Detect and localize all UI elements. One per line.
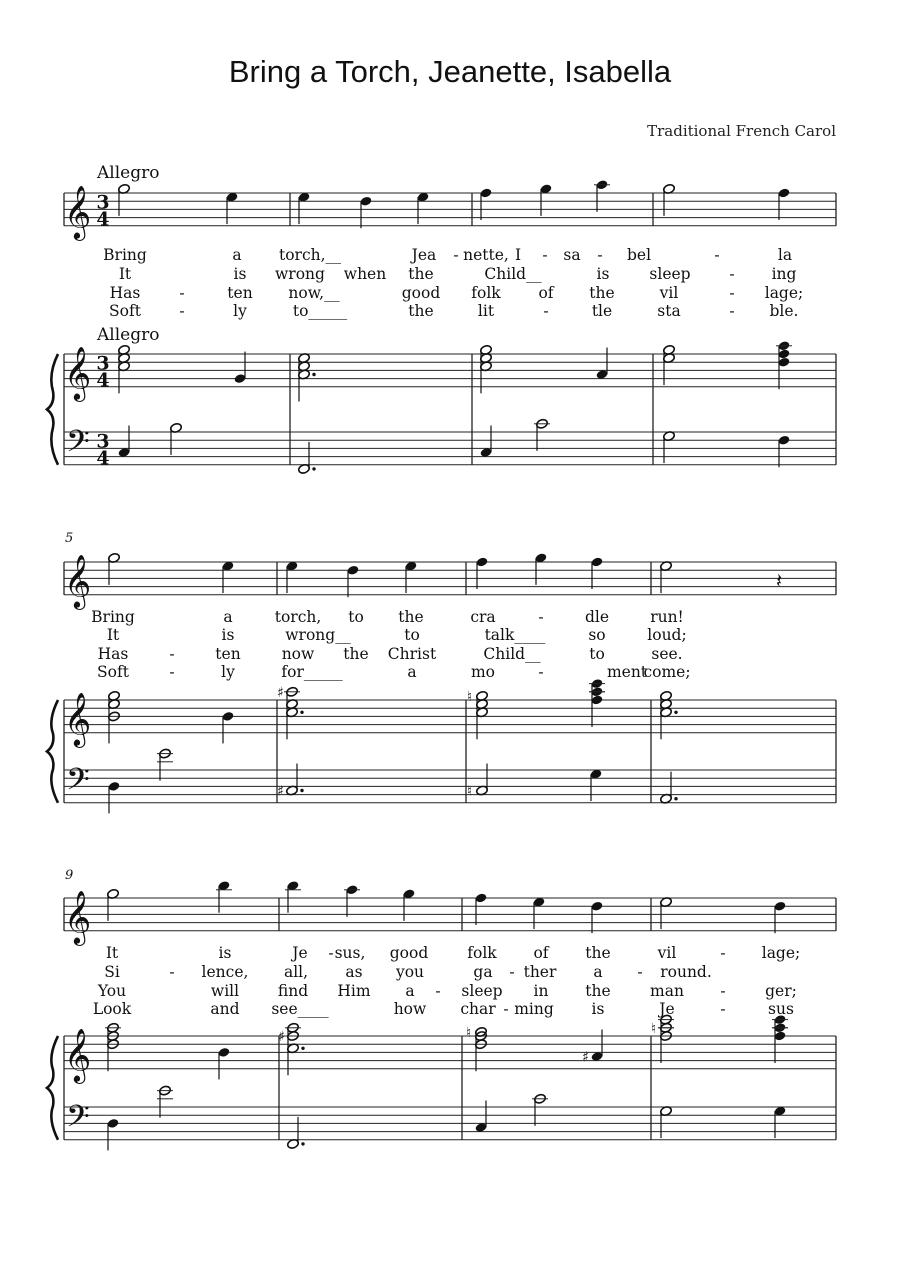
lyric-syllable: is xyxy=(591,1000,605,1018)
dot xyxy=(300,789,303,792)
bass-clef-icon: 𝄢 xyxy=(66,1098,90,1142)
note xyxy=(157,748,173,781)
lyric-syllable: talk____ xyxy=(484,626,546,644)
lyric-syllable: - xyxy=(169,663,175,681)
note xyxy=(774,901,787,934)
note xyxy=(591,556,604,589)
note xyxy=(285,880,301,913)
lyric-syllable: of xyxy=(538,284,554,302)
lyric-syllable: a xyxy=(407,663,417,681)
lyric-syllable: mo xyxy=(470,663,496,681)
time-signature-denominator: 4 xyxy=(96,369,110,392)
note xyxy=(107,888,120,921)
lyric-syllable: torch, xyxy=(274,608,322,626)
tempo-marking-voice: Allegro xyxy=(97,163,160,183)
time-signature-numerator: 3 xyxy=(96,191,110,214)
note xyxy=(118,183,131,216)
note xyxy=(475,892,488,925)
lyric-syllable: sleep xyxy=(461,982,503,1000)
lyric-syllable: Has xyxy=(97,645,129,663)
lyric-syllable: - xyxy=(435,982,441,1000)
note xyxy=(298,442,316,475)
score-title: Bring a Torch, Jeanette, Isabella xyxy=(228,54,672,89)
lyric-syllable: to xyxy=(348,608,364,626)
note xyxy=(118,426,131,459)
piano-bass-staff xyxy=(64,770,836,803)
voice-staff xyxy=(64,898,836,931)
lyric-syllable: the xyxy=(585,944,611,962)
lyric-syllable: for_____ xyxy=(281,663,343,681)
note xyxy=(403,888,416,921)
lyric-syllable: - xyxy=(542,246,548,264)
note xyxy=(108,552,121,585)
note xyxy=(774,1106,787,1139)
time-signature-denominator: 4 xyxy=(96,208,110,231)
lyric-syllable: to xyxy=(589,645,605,663)
lyric-syllable: the xyxy=(398,608,424,626)
lyric-syllable: Child__ xyxy=(483,645,541,663)
lyric-syllable: folk xyxy=(471,284,501,302)
music-notation xyxy=(47,179,836,1150)
dot xyxy=(301,1047,304,1050)
lyric-syllable: sa xyxy=(563,246,581,264)
note xyxy=(108,781,121,814)
piano-bass-staff xyxy=(64,1107,836,1140)
note xyxy=(475,1026,488,1071)
lyric-syllable: when xyxy=(343,265,387,283)
sharp-icon: ♯ xyxy=(278,1029,285,1045)
lyric-syllable: - xyxy=(453,246,459,264)
lyric-syllable: Christ xyxy=(387,645,437,663)
bass-clef-icon: 𝄢 xyxy=(66,423,90,467)
note xyxy=(298,192,311,225)
lyric-syllable: round. xyxy=(660,963,712,981)
lyric-syllable: - xyxy=(538,608,544,626)
composer-credit: Traditional French Carol xyxy=(647,122,836,140)
lyric-syllable: ten xyxy=(227,284,253,302)
note xyxy=(778,187,791,220)
treble-clef-icon: 𝄞 xyxy=(64,553,92,608)
note xyxy=(344,884,360,917)
measure-number-9: 9 xyxy=(65,868,74,883)
lyric-syllable: char xyxy=(460,1000,496,1018)
lyric-syllable: is xyxy=(218,944,232,962)
note xyxy=(663,183,676,216)
lyric-syllable: - xyxy=(509,963,515,981)
note xyxy=(660,1106,673,1139)
lyric-syllable: and xyxy=(210,1000,240,1018)
sharp-icon: ♯ xyxy=(582,1049,589,1066)
lyric-syllable: is xyxy=(233,265,247,283)
lyric-syllable: ger; xyxy=(765,982,797,1000)
lyric-syllable: - xyxy=(729,302,735,320)
lyric-syllable: folk xyxy=(467,944,497,962)
piano-treble-staff xyxy=(64,354,836,387)
lyric-syllable: ga xyxy=(473,963,493,981)
note xyxy=(234,352,247,385)
piano-bass-staff xyxy=(64,432,836,465)
note xyxy=(596,348,609,381)
note xyxy=(660,897,673,930)
lyric-syllable: see. xyxy=(651,645,683,663)
lyric-syllable: in xyxy=(533,982,549,1000)
lyric-syllable: lage; xyxy=(764,284,804,302)
lyric-syllable: I xyxy=(514,246,522,264)
lyric-syllable: You xyxy=(97,982,127,1000)
dot xyxy=(312,467,315,470)
note xyxy=(347,565,360,598)
note xyxy=(222,711,235,744)
note xyxy=(480,426,493,459)
note xyxy=(218,1047,231,1080)
lyric-syllable: wrong xyxy=(275,265,325,283)
note xyxy=(105,1022,121,1071)
note xyxy=(286,561,299,594)
lyric-syllable: Je xyxy=(659,1000,675,1018)
treble-clef-icon: 𝄞 xyxy=(64,184,92,239)
treble-clef-icon: 𝄞 xyxy=(64,345,92,400)
quarter-rest-icon: 𝄽 xyxy=(776,568,783,593)
lyric-syllable: the xyxy=(343,645,369,663)
time-signature-denominator: 4 xyxy=(96,447,110,470)
lyric-syllable: Him xyxy=(337,982,371,1000)
lyric-syllable: run! xyxy=(650,608,684,626)
lyric-syllable: come; xyxy=(643,663,691,681)
voice-staff xyxy=(64,562,836,595)
lyric-syllable: - xyxy=(720,944,726,962)
lyric-syllable: tle xyxy=(591,302,613,320)
lyric-syllable: - xyxy=(169,963,175,981)
lyric-syllable: - xyxy=(714,246,720,264)
lyric-syllable: Child__ xyxy=(484,265,542,283)
lyric-syllable: how xyxy=(393,1000,427,1018)
lyric-syllable: lit xyxy=(477,302,495,320)
lyric-syllable: the xyxy=(408,302,434,320)
treble-clef-icon: 𝄞 xyxy=(64,889,92,944)
lyric-syllable: the xyxy=(589,284,615,302)
note xyxy=(405,561,418,594)
lyric-syllable: torch,__ xyxy=(278,246,342,264)
note xyxy=(772,1014,788,1063)
lyric-syllable: sus xyxy=(768,1000,794,1018)
lyric-syllable: a xyxy=(232,246,242,264)
lyric-syllable: dle xyxy=(584,608,610,626)
lyric-syllable: sus, xyxy=(334,944,366,962)
lyric-syllable: Bring xyxy=(103,246,147,264)
lyric-syllable: to_____ xyxy=(292,302,348,320)
lyric-syllable: lence, xyxy=(201,963,249,981)
lyric-syllable: - xyxy=(597,246,603,264)
lyric-syllable: so xyxy=(588,626,606,644)
dot xyxy=(674,797,677,800)
lyric-syllable: nette, xyxy=(463,246,509,264)
note xyxy=(778,435,791,468)
piano-treble-staff xyxy=(64,1036,836,1069)
lyric-syllable: - xyxy=(543,302,549,320)
lyric-syllable: - xyxy=(538,663,544,681)
note xyxy=(660,561,673,594)
piano-brace xyxy=(47,700,58,803)
note xyxy=(590,769,603,802)
lyric-syllable: - xyxy=(637,963,643,981)
note xyxy=(535,552,548,585)
note xyxy=(118,344,131,393)
lyric-syllable: Has xyxy=(109,284,141,302)
note xyxy=(476,764,489,797)
lyric-syllable: is xyxy=(596,265,610,283)
lyric-syllable: good xyxy=(401,284,441,302)
note xyxy=(287,1117,305,1150)
lyric-syllable: to xyxy=(404,626,420,644)
note xyxy=(170,422,183,455)
note xyxy=(594,179,610,212)
lyric-syllable: sleep xyxy=(649,265,691,283)
lyric-syllable: It xyxy=(106,626,120,644)
lyric-syllable: ble. xyxy=(769,302,799,320)
bass-clef-icon: 𝄢 xyxy=(66,761,90,805)
lyric-syllable: lage; xyxy=(761,944,801,962)
natural-icon: ♮ xyxy=(651,1020,657,1037)
lyric-syllable: as xyxy=(345,963,363,981)
note xyxy=(157,1085,173,1118)
piano-brace xyxy=(47,354,58,465)
lyric-syllable: ly xyxy=(233,302,247,320)
note xyxy=(660,772,678,805)
lyric-syllable: wrong__ xyxy=(285,626,351,644)
treble-clef-icon: 𝄞 xyxy=(64,691,92,746)
lyric-syllable: a xyxy=(223,608,233,626)
lyric-syllable: Je xyxy=(292,944,308,962)
note xyxy=(298,353,316,402)
lyric-syllable: will xyxy=(210,982,240,1000)
dot xyxy=(301,1142,304,1145)
note xyxy=(589,678,605,727)
lyric-syllable: the xyxy=(585,982,611,1000)
note xyxy=(480,344,493,393)
lyric-syllable: - xyxy=(720,982,726,1000)
lyric-syllable: sta xyxy=(657,302,681,320)
lyric-syllable: - xyxy=(179,284,185,302)
lyric-syllable: Soft xyxy=(109,302,141,320)
note xyxy=(222,561,235,594)
time-signature-numerator: 3 xyxy=(96,430,110,453)
note xyxy=(107,1118,120,1151)
lyric-syllable: all, xyxy=(283,963,309,981)
lyric-syllable: man xyxy=(650,982,684,1000)
treble-clef-icon: 𝄞 xyxy=(64,1027,92,1082)
lyric-syllable: - xyxy=(720,1000,726,1018)
note xyxy=(660,690,678,739)
note xyxy=(533,897,546,930)
natural-icon: ♮ xyxy=(466,1024,472,1041)
lyric-syllable: is xyxy=(221,626,235,644)
note xyxy=(286,764,304,797)
lyric-syllable: ly xyxy=(221,663,235,681)
lyric-syllable: now xyxy=(281,645,315,663)
lyric-syllable: It xyxy=(105,944,119,962)
lyric-syllable: loud; xyxy=(647,626,687,644)
lyric-syllable: - xyxy=(169,645,175,663)
lyric-syllable: - xyxy=(179,302,185,320)
note xyxy=(591,1030,604,1063)
note xyxy=(216,880,232,913)
lyric-syllable: ing xyxy=(771,265,797,283)
note xyxy=(663,431,676,464)
lyric-syllable: It xyxy=(118,265,132,283)
lyric-syllable: la xyxy=(777,246,793,264)
dot xyxy=(674,711,677,714)
lyric-syllable: Jea xyxy=(411,246,437,264)
piano-brace xyxy=(47,1036,58,1140)
note xyxy=(658,1014,674,1063)
dot xyxy=(300,711,303,714)
note xyxy=(284,686,304,739)
tempo-marking-piano: Allegro xyxy=(97,325,160,345)
lyric-syllable: ther xyxy=(523,963,557,981)
lyric-syllable: see____ xyxy=(271,1000,329,1018)
sharp-icon: ♯ xyxy=(277,783,284,800)
lyric-syllable: - xyxy=(729,265,735,283)
note xyxy=(475,1101,488,1134)
note xyxy=(226,192,239,225)
lyric-syllable: a xyxy=(405,982,415,1000)
lyric-syllable: Soft xyxy=(97,663,129,681)
lyric-syllable: the xyxy=(408,265,434,283)
lyric-syllable: - xyxy=(328,944,334,962)
time-signature-numerator: 3 xyxy=(96,352,110,375)
lyric-syllable: vil xyxy=(657,944,677,962)
note xyxy=(417,192,430,225)
lyric-syllable: Look xyxy=(92,1000,132,1018)
lyric-syllable: now,__ xyxy=(288,284,340,302)
note xyxy=(591,901,604,934)
note xyxy=(532,1093,548,1126)
lyric-syllable: find xyxy=(277,982,309,1000)
lyric-syllable: ment xyxy=(606,663,648,681)
lyric-syllable: a xyxy=(593,963,603,981)
note xyxy=(540,183,553,216)
piano-treble-staff xyxy=(64,700,836,733)
note xyxy=(776,340,792,389)
natural-icon: ♮ xyxy=(467,688,473,705)
note xyxy=(360,196,373,229)
sharp-icon: ♯ xyxy=(277,684,284,701)
dot xyxy=(312,373,315,376)
lyric-syllable: bel xyxy=(626,246,652,264)
lyric-syllable: Bring xyxy=(91,608,135,626)
lyric-syllable: of xyxy=(533,944,549,962)
lyric-syllable: ten xyxy=(215,645,241,663)
lyric-syllable: - xyxy=(503,1000,509,1018)
note xyxy=(534,418,550,451)
voice-staff xyxy=(64,193,836,226)
note xyxy=(285,1022,305,1075)
lyric-syllable: ming xyxy=(514,1000,554,1018)
lyric-syllable: - xyxy=(729,284,735,302)
note xyxy=(476,690,489,739)
lyric-syllable: cra xyxy=(470,608,496,626)
note xyxy=(476,556,489,589)
natural-icon: ♮ xyxy=(467,783,473,800)
lyric-syllable: vil xyxy=(659,284,679,302)
lyric-syllable: you xyxy=(395,963,425,981)
measure-number-5: 5 xyxy=(65,531,74,546)
lyric-syllable: good xyxy=(389,944,429,962)
lyric-syllable: Si xyxy=(104,963,120,981)
note xyxy=(480,187,493,220)
